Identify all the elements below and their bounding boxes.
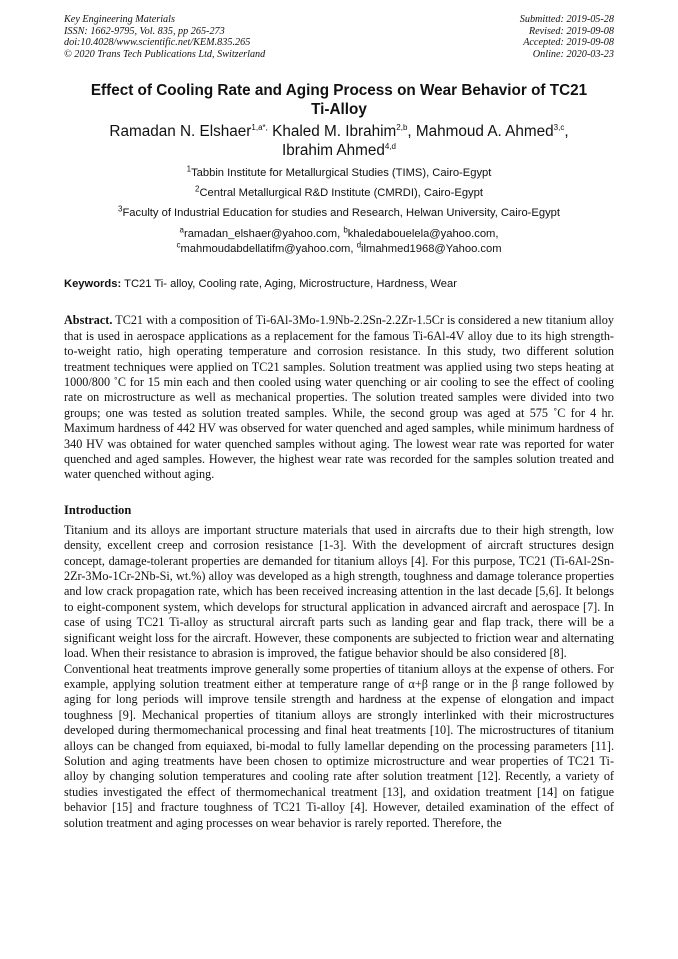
email-superscript: c <box>176 240 181 250</box>
copyright: © 2020 Trans Tech Publications Ltd, Switzerland <box>64 48 266 60</box>
intro-paragraph-1: Titanium and its alloys are important structure materials that used in aircrafts due to their high strength, low density, excellent creep and corrosion resistance [1-3]. With the development of aircraft structures design concept, damage-tolerant properties are demanded for titanium alloys [4]. For this purpose, TC21 (Ti-6Al-2Sn-2Zr-3Mo-1Cr-2Nb-Si, wt.%) alloy was developed as a high strength, toughness and damage tolerance properties and low crack propagation rate, which has been received increasing attention in the last decade [5,6]. It belongs to eight-component system, which develops for structural application in advanced aircraft and aerospace [7]. In case of using TC21 Ti-alloy as structural aircraft parts such as landing gear and flap track, there will be a significant weight loss for the aircraft. However, these components are subjected to friction wear and alternating load. When their resistance to abrasion is improved, the fatigue behavior should be also considered [8]. <box>64 522 614 661</box>
paper-title: Effect of Cooling Rate and Aging Process on Wear Behavior of TC21 Ti-Alloy <box>90 82 588 119</box>
affiliation-text: Tabbin Institute for Metallurgical Studies (TIMS), Cairo-Egypt <box>191 167 492 180</box>
email-link[interactable]: khaledabouelela@yahoo.com, <box>347 228 499 241</box>
author-list <box>64 122 614 160</box>
email-link[interactable]: ramadan_elshaer@yahoo.com, <box>183 228 344 241</box>
email-link[interactable]: mahmoudabdellatifm@yahoo.com, <box>180 243 357 256</box>
issn: ISSN: 1662-9795, Vol. 835, pp 265-273 <box>64 25 225 37</box>
journal-header <box>64 14 614 60</box>
journal-info <box>64 14 265 60</box>
abstract-label: Abstract. <box>64 313 113 328</box>
journal-name: Key Engineering Materials <box>64 14 175 25</box>
abstract-text: TC21 with a composition of Ti-6Al-3Mo-1.9Nb-2.2Sn-2.2Zr-1.5Cr is considered a new titanium alloy that is used in aerospace applications as a replacement for the famous Ti-6Al-4V alloy due to its high strength-to-weight ratio, high operating temperature and corrosion resistance. In this study, two different solution treatment techniques were applied on TC21 samples. Solution treatment was applied using two steps heating at 1000/800 ˚C for 15 min each and then cooled using water quenching or air cooling to see the effect of cooling rate on microstructure as well as mechanical properties. The solution treated samples were divided into two groups; one was tested as solution treated samples. While, the second group was aged at 575 ˚C for 4 hr. Maximum hardness of 442 HV was observed for water quenched and aged samples, while minimum hardness of 340 HV was obtained for water quenched samples without aging. The lowest wear rate was reported for water quenched and aged samples. However, the highest wear rate was recorded for the samples solution treated and water quenched without aging. <box>64 313 614 482</box>
keywords-label: Keywords: <box>64 278 122 291</box>
accepted-date: Accepted: 2019-09-08 <box>523 37 614 49</box>
section-heading-introduction: Introduction <box>64 502 132 517</box>
author-superscript: 4,d <box>384 142 396 152</box>
affiliation-superscript: 2 <box>195 184 200 194</box>
affiliation-1 <box>64 166 614 180</box>
author-emails <box>64 227 614 257</box>
keywords-text: TC21 Ti- alloy, Cooling rate, Aging, Microstructure, Hardness, Wear <box>124 278 457 291</box>
intro-paragraph-2: Conventional heat treatments improve generally some properties of titanium alloys at the expense of others. For example, applying solution treatment either at temperature range of α+β range or in the β range followed by aging for long periods will improve tensile strength and hardness at the expense of elongation and impact toughness [9]. Mechanical properties of titanium alloys are strongly interlinked with their microstructures developed during thermomechanical processing and final heat treatments [10]. The microstructures of titanium alloys can be changed from equiaxed, bi-modal to fully lamellar depending on the processing parameters [11]. Solution and aging treatments have been chosen to optimize microstructure and wear properties of TC21 Ti-alloy by changing solution temperatures and cooling rate after solution treatment [12]. Recently, a variety of studies investigated the effect of thermomechanical treatment [13], and oxidation treatment [14] on fatigue behavior [15] and fracture toughness of TC21 Ti-alloy [4]. However, detailed examination of the effect of solution treatment and aging processes on wear behavior is rarely reported. Therefore, the <box>64 661 614 830</box>
doi: doi:10.4028/www.scientific.net/KEM.835.265 <box>64 37 251 49</box>
publication-dates <box>520 14 614 60</box>
author-superscript: 2,b <box>396 123 408 133</box>
paper-page <box>64 14 614 831</box>
keywords <box>64 277 614 291</box>
online-date: Online: 2020-03-23 <box>532 48 614 60</box>
revised-date: Revised: 2019-09-08 <box>528 25 614 37</box>
author-superscript: 1,a*, <box>251 123 268 133</box>
submitted-date: Submitted: 2019-05-28 <box>519 14 614 25</box>
author-name: Ramadan N. Elshaer <box>109 123 252 141</box>
abstract <box>64 313 614 482</box>
author-name: Khaled M. Ibrahim <box>272 123 397 141</box>
author-superscript: 3,c <box>553 123 565 133</box>
author-separator: , <box>564 123 569 141</box>
email-superscript: b <box>343 225 348 235</box>
affiliation-3 <box>64 206 614 220</box>
affiliation-text: Central Metallurgical R&D Institute (CMRDI), Cairo-Egypt <box>199 187 483 200</box>
author-separator: , <box>407 123 416 141</box>
affiliation-text: Faculty of Industrial Education for studies and Research, Helwan University, Cairo-Egypt <box>122 207 560 220</box>
author-name: Ibrahim Ahmed <box>281 142 385 160</box>
affiliation-superscript: 3 <box>118 204 123 214</box>
email-superscript: a <box>179 225 184 235</box>
affiliation-superscript: 1 <box>186 164 192 174</box>
email-superscript: d <box>356 240 362 250</box>
author-name: Mahmoud A. Ahmed <box>415 123 554 141</box>
email-link[interactable]: ilmahmed1968@Yahoo.com <box>361 243 502 256</box>
affiliation-2 <box>64 186 614 200</box>
